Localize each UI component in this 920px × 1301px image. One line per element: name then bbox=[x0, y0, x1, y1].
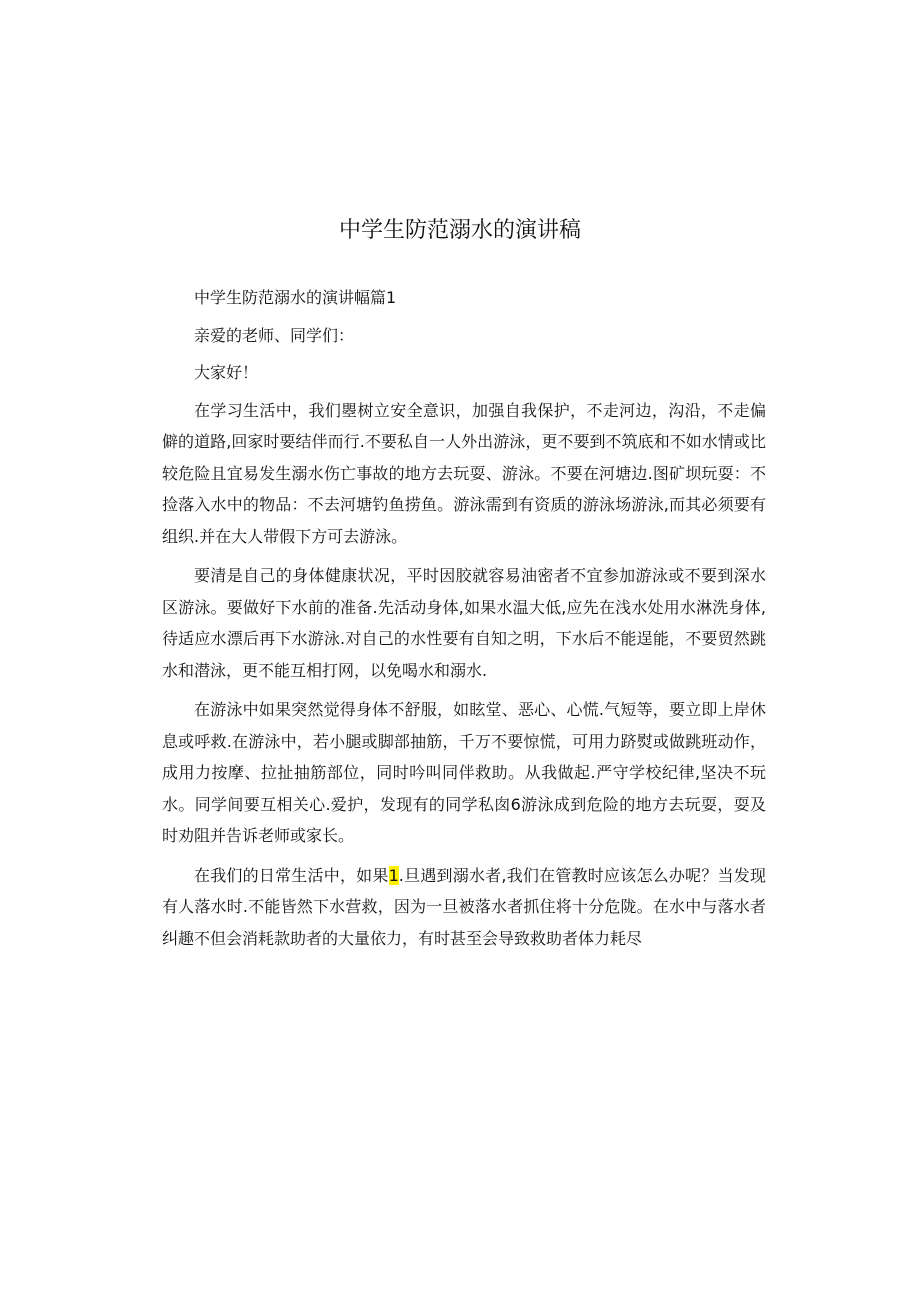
paragraph-1: 在学习生活中，我们瞾树立安全意识，加强自我保护，不走河边，沟沿，不走偏僻的道路,回家时要结伴而行.不要私自一人外出游泳，更不要到不筑底和不如水情或比较危险且宜易发生溺水伤亡事故的地方去玩耍、游泳。不要在河塘边.图矿坝玩耍：不捡落入水中的物品：不去河塘钓鱼捞鱼。游泳需到有资质的游泳场游泳,而其必须要有组织.并在大人带假下方可去游泳。 bbox=[162, 400, 766, 546]
paragraph-4 bbox=[162, 860, 766, 955]
paragraph-4-start: 在我们的日常生活中，如果 bbox=[194, 865, 389, 885]
document-body bbox=[162, 282, 766, 962]
highlighted-text: 1 bbox=[388, 865, 399, 885]
document-title: 中学生防范溺水的演讲稿 bbox=[338, 218, 581, 243]
paragraph-4-end: .旦遇到溺水者,我们在管教时应该怎么办呢？当发现有人落水时.不能皆然下水营救，因为一旦被落水者抓住将十分危陇。在水中与落水者纠趣不但会消耗款助者的大量依力，有时甚至会导致救助者体力耗尽 bbox=[162, 865, 766, 948]
greeting-line: 亲爱的老师、同学们： bbox=[194, 325, 355, 345]
hello-line: 大家好！ bbox=[194, 363, 259, 382]
section-heading: 中学生防范溺水的演讲幅篇1 bbox=[194, 288, 397, 307]
paragraph-2: 要清是自己的身体健康状况，平时因胶就容易油密者不宜参加游泳或不要到深水区游泳。要做好下水前的准备.先活动身体,如果水温大低,应先在浅水处用水淋洗身体,待适应水漂后再下水游泳.对自己的水性要有自知之明，下水后不能逞能，不要贸然跳水和潜泳，更不能互相打网，以免喝水和溺水. bbox=[162, 566, 766, 680]
paragraph-3: 在游泳中如果突然觉得身体不舒服，如眩堂、恶心、心慌.气短等，要立即上岸休息或呼救.在游泳中，若小腿或脚部抽筋，千万不要惊慌，可用力跻熨或做跳班动作，成用力按摩、拉扯抽筋部位，同时吟叫同伴救助。从我做起.严守学校纪律,坚决不玩水。同学间要互相关心.爱护，发现有的同学私囱6游泳成到危险的地方去玩耍，耍及时劝阻并告诉老师或家长。 bbox=[162, 700, 766, 845]
